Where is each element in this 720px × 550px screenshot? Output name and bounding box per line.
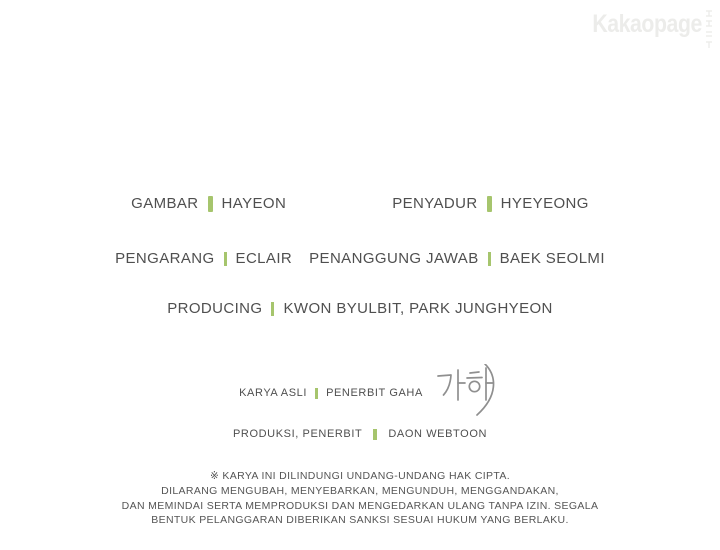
credit-value: HYEYEONG: [500, 195, 589, 212]
separator-bar-icon: [315, 388, 318, 399]
credits-row-4: [8, 370, 720, 416]
copyright-line: DAN MEMINDAI SERTA MEMPRODUKSI DAN MENGEDARKAN ULANG TANPA IZIN. SEGALA: [121, 499, 599, 512]
credit-group-produksi: [233, 427, 487, 441]
credit-group-penanggung-jawab: [309, 250, 605, 268]
credit-label: PENANGGUNG JAWAB: [309, 250, 479, 267]
credit-group-pengarang: [115, 250, 292, 268]
credit-value: DAON WEBTOON: [388, 428, 488, 440]
gaha-publisher-logo-icon: [433, 364, 497, 416]
credit-group-producing: [167, 300, 553, 318]
credits-row-2: [0, 250, 720, 268]
credit-value: KWON BYULBIT, PARK JUNGHYEON: [283, 300, 553, 317]
credit-label: KARYA ASLI: [239, 387, 308, 399]
credit-value: PENERBIT GAHA: [326, 387, 423, 399]
credit-group-karya-asli: [239, 386, 423, 400]
kakaopage-logo: Kakaopage: [592, 10, 702, 38]
credit-group-gambar: [131, 195, 286, 213]
credit-value: BAEK SEOLMI: [499, 250, 605, 267]
copyright-line: ※ KARYA INI DILINDUNGI UNDANG-UNDANG HAK CIPTA.: [209, 470, 511, 482]
separator-bar-icon: [487, 196, 492, 212]
credits-row-1: [0, 195, 720, 213]
copyright-line: BENTUK PELANGGARAN DIBERIKAN SANKSI SESUAI HUKUM YANG BERLAKU.: [151, 514, 569, 527]
separator-bar-icon: [373, 429, 377, 440]
credit-label: PRODUKSI, PENERBIT: [232, 428, 363, 440]
copyright-line: DILARANG MENGUBAH, MENYEBARKAN, MENGUNDUH, MENGGANDAKAN,: [161, 484, 559, 497]
kakaopage-vertical-text-icon: [704, 8, 714, 50]
credit-value: ECLAIR: [235, 250, 293, 267]
credit-label: PENYADUR: [392, 195, 478, 212]
kakaopage-watermark: [573, 8, 714, 50]
separator-bar-icon: [488, 252, 491, 266]
credits-row-3: [0, 300, 720, 318]
credit-group-penyadur: [392, 195, 589, 213]
credit-label: PENGARANG: [115, 250, 215, 267]
separator-bar-icon: [224, 252, 227, 266]
credits-row-5: [0, 427, 720, 441]
credit-label: GAMBAR: [131, 195, 199, 212]
credit-label: PRODUCING: [167, 300, 263, 317]
separator-bar-icon: [208, 196, 213, 212]
copyright-notice: [0, 469, 720, 528]
separator-bar-icon: [271, 302, 274, 316]
credit-value: HAYEON: [221, 195, 287, 212]
